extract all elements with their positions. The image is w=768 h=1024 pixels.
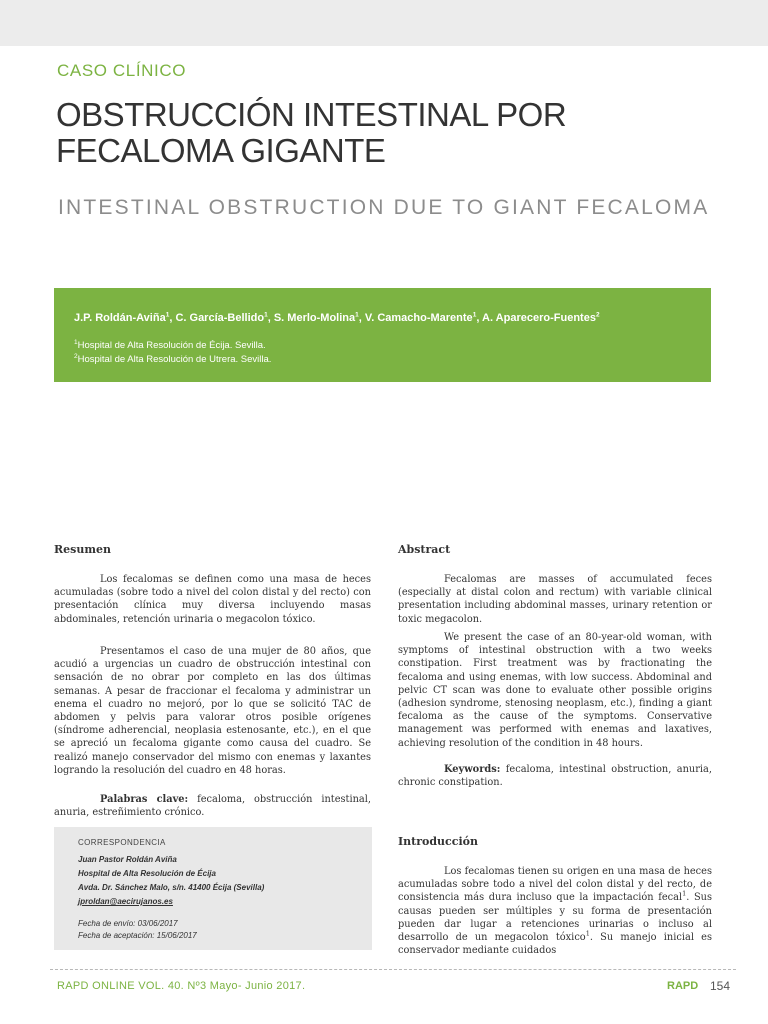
date-accepted: Fecha de aceptación: 15/06/2017 [78, 931, 197, 940]
author: S. Merlo-Molina$^1$, [273, 311, 365, 324]
correspondence-hospital: Hospital de Alta Resolución de Écija [78, 869, 216, 878]
top-bar [0, 0, 768, 46]
keywords-label: Keywords: [444, 764, 501, 775]
keywords-text: fecaloma, obstrucción intestinal, anuria, estreñimiento crónico. [54, 794, 371, 819]
author: C. García-Bellido$^1$, [175, 311, 274, 324]
footer-divider [50, 969, 736, 970]
resumen-paragraph-2: Presentamos el caso de una mujer de 80 años, que acudió a urgencias un cuadro de obstrucción intestinal con sensación de no obrar por completo en las dos últimas semanas. A pesar de fraccionar el fecaloma y administrar un enema el cuadro no mejoró, por lo que se solicitó TAC de abdomen y pelvis para valorar otros posible orígenes (síndrome adherencial, neoplasia estenosante, etc.), en el que se apreció un fecaloma gigante como causa del cuadro. Se realizó manejo conservador del mismo con enemas y laxantes logrando la resolución del cuadro en 48 horas. [54, 646, 371, 776]
abstract-heading: Abstract [398, 543, 451, 556]
author-box [54, 288, 711, 382]
author: V. Camacho-Marente$^1$, [364, 311, 483, 324]
title-line-2: FECALOMA GIGANTE [56, 132, 386, 169]
introduccion-paragraph-1: Los fecalomas tienen su origen en una masa de heces acumuladas sobre todo a nivel del colon distal y del recto, de consistencia más dura incluso que la impactación fecal$^1$. Sus causas pueden ser múltiples y su forma de presentación pueden dar lugar a retenciones urinarias o incluso al desarrollo de un megacolon tóxico$^1$. Su manejo inicial es conservador mediante cuidados [398, 866, 712, 957]
resumen-paragraph-1: Los fecalomas se definen como una masa de heces acumuladas (sobre todo a nivel del colon distal y del recto) con presentación clínica muy diversa incluyendo masas abdominales, retención urinaria o megacolon tóxico. [54, 574, 371, 625]
author-list [74, 312, 600, 324]
keywords-text: fecaloma, intestinal obstruction, anuria, chronic constipation. [398, 764, 712, 789]
article-title-spanish [56, 97, 736, 169]
correspondence-email[interactable]: jproldan@aecirujanos.es [78, 897, 173, 906]
title-line-1: OBSTRUCCIÓN INTESTINAL POR [56, 96, 567, 133]
abstract-paragraph-1: Fecalomas are masses of accumulated feces (especially at distal colon and rectum) with variable clinical presentation including abdominal masses, urinary retention or toxic megacolon. [398, 574, 712, 625]
introduccion-heading: Introducción [398, 835, 478, 848]
affiliation-1: $^1$Hospital de Alta Resolución de Écija. Sevilla. [74, 338, 266, 351]
section-label: CASO CLÍNICO [57, 61, 187, 80]
correspondence-name: Juan Pastor Roldán Aviña [78, 855, 177, 864]
date-sent: Fecha de envío: 03/06/2017 [78, 919, 178, 928]
abstract-paragraph-2: We present the case of an 80-year-old woman, with symptoms of intestinal obstruction with a two weeks constipation. First treatment was by fractionating the fecaloma and using enemas, with low success. Abdominal and pelvic CT scan was done to evaluate other possible origins (adhesion syndrome, stenosing neoplasm, etc.), finding a giant fecaloma as the cause of the symptoms. Conservative management was performed with enemas and laxatives, achieving resolution of the condition in 48 hours. [398, 632, 712, 749]
author: J.P. Roldán-Aviña$^1$, [74, 311, 176, 324]
article-title-english: INTESTINAL OBSTRUCTION DUE TO GIANT FECALOMA [58, 196, 710, 219]
correspondence-label: CORRESPONDENCIA [78, 838, 166, 847]
footer-journal-info: RAPD ONLINE VOL. 40. Nº3 Mayo- Junio 2017. [57, 980, 306, 992]
correspondence-box [54, 827, 372, 950]
affiliation-2: $^2$Hospital de Alta Resolución de Utrera. Sevilla. [74, 352, 272, 365]
abstract-keywords [398, 763, 712, 789]
page-number: 154 [710, 979, 731, 993]
author: A. Aparecero-Fuentes$^2$ [482, 311, 600, 324]
resumen-heading: Resumen [54, 543, 111, 556]
correspondence-address: Avda. Dr. Sánchez Malo, s/n. 41400 Écija (Sevilla) [78, 883, 265, 892]
keywords-label: Palabras clave: [100, 794, 189, 805]
footer-brand: RAPD [667, 980, 699, 992]
resumen-keywords [54, 793, 371, 819]
